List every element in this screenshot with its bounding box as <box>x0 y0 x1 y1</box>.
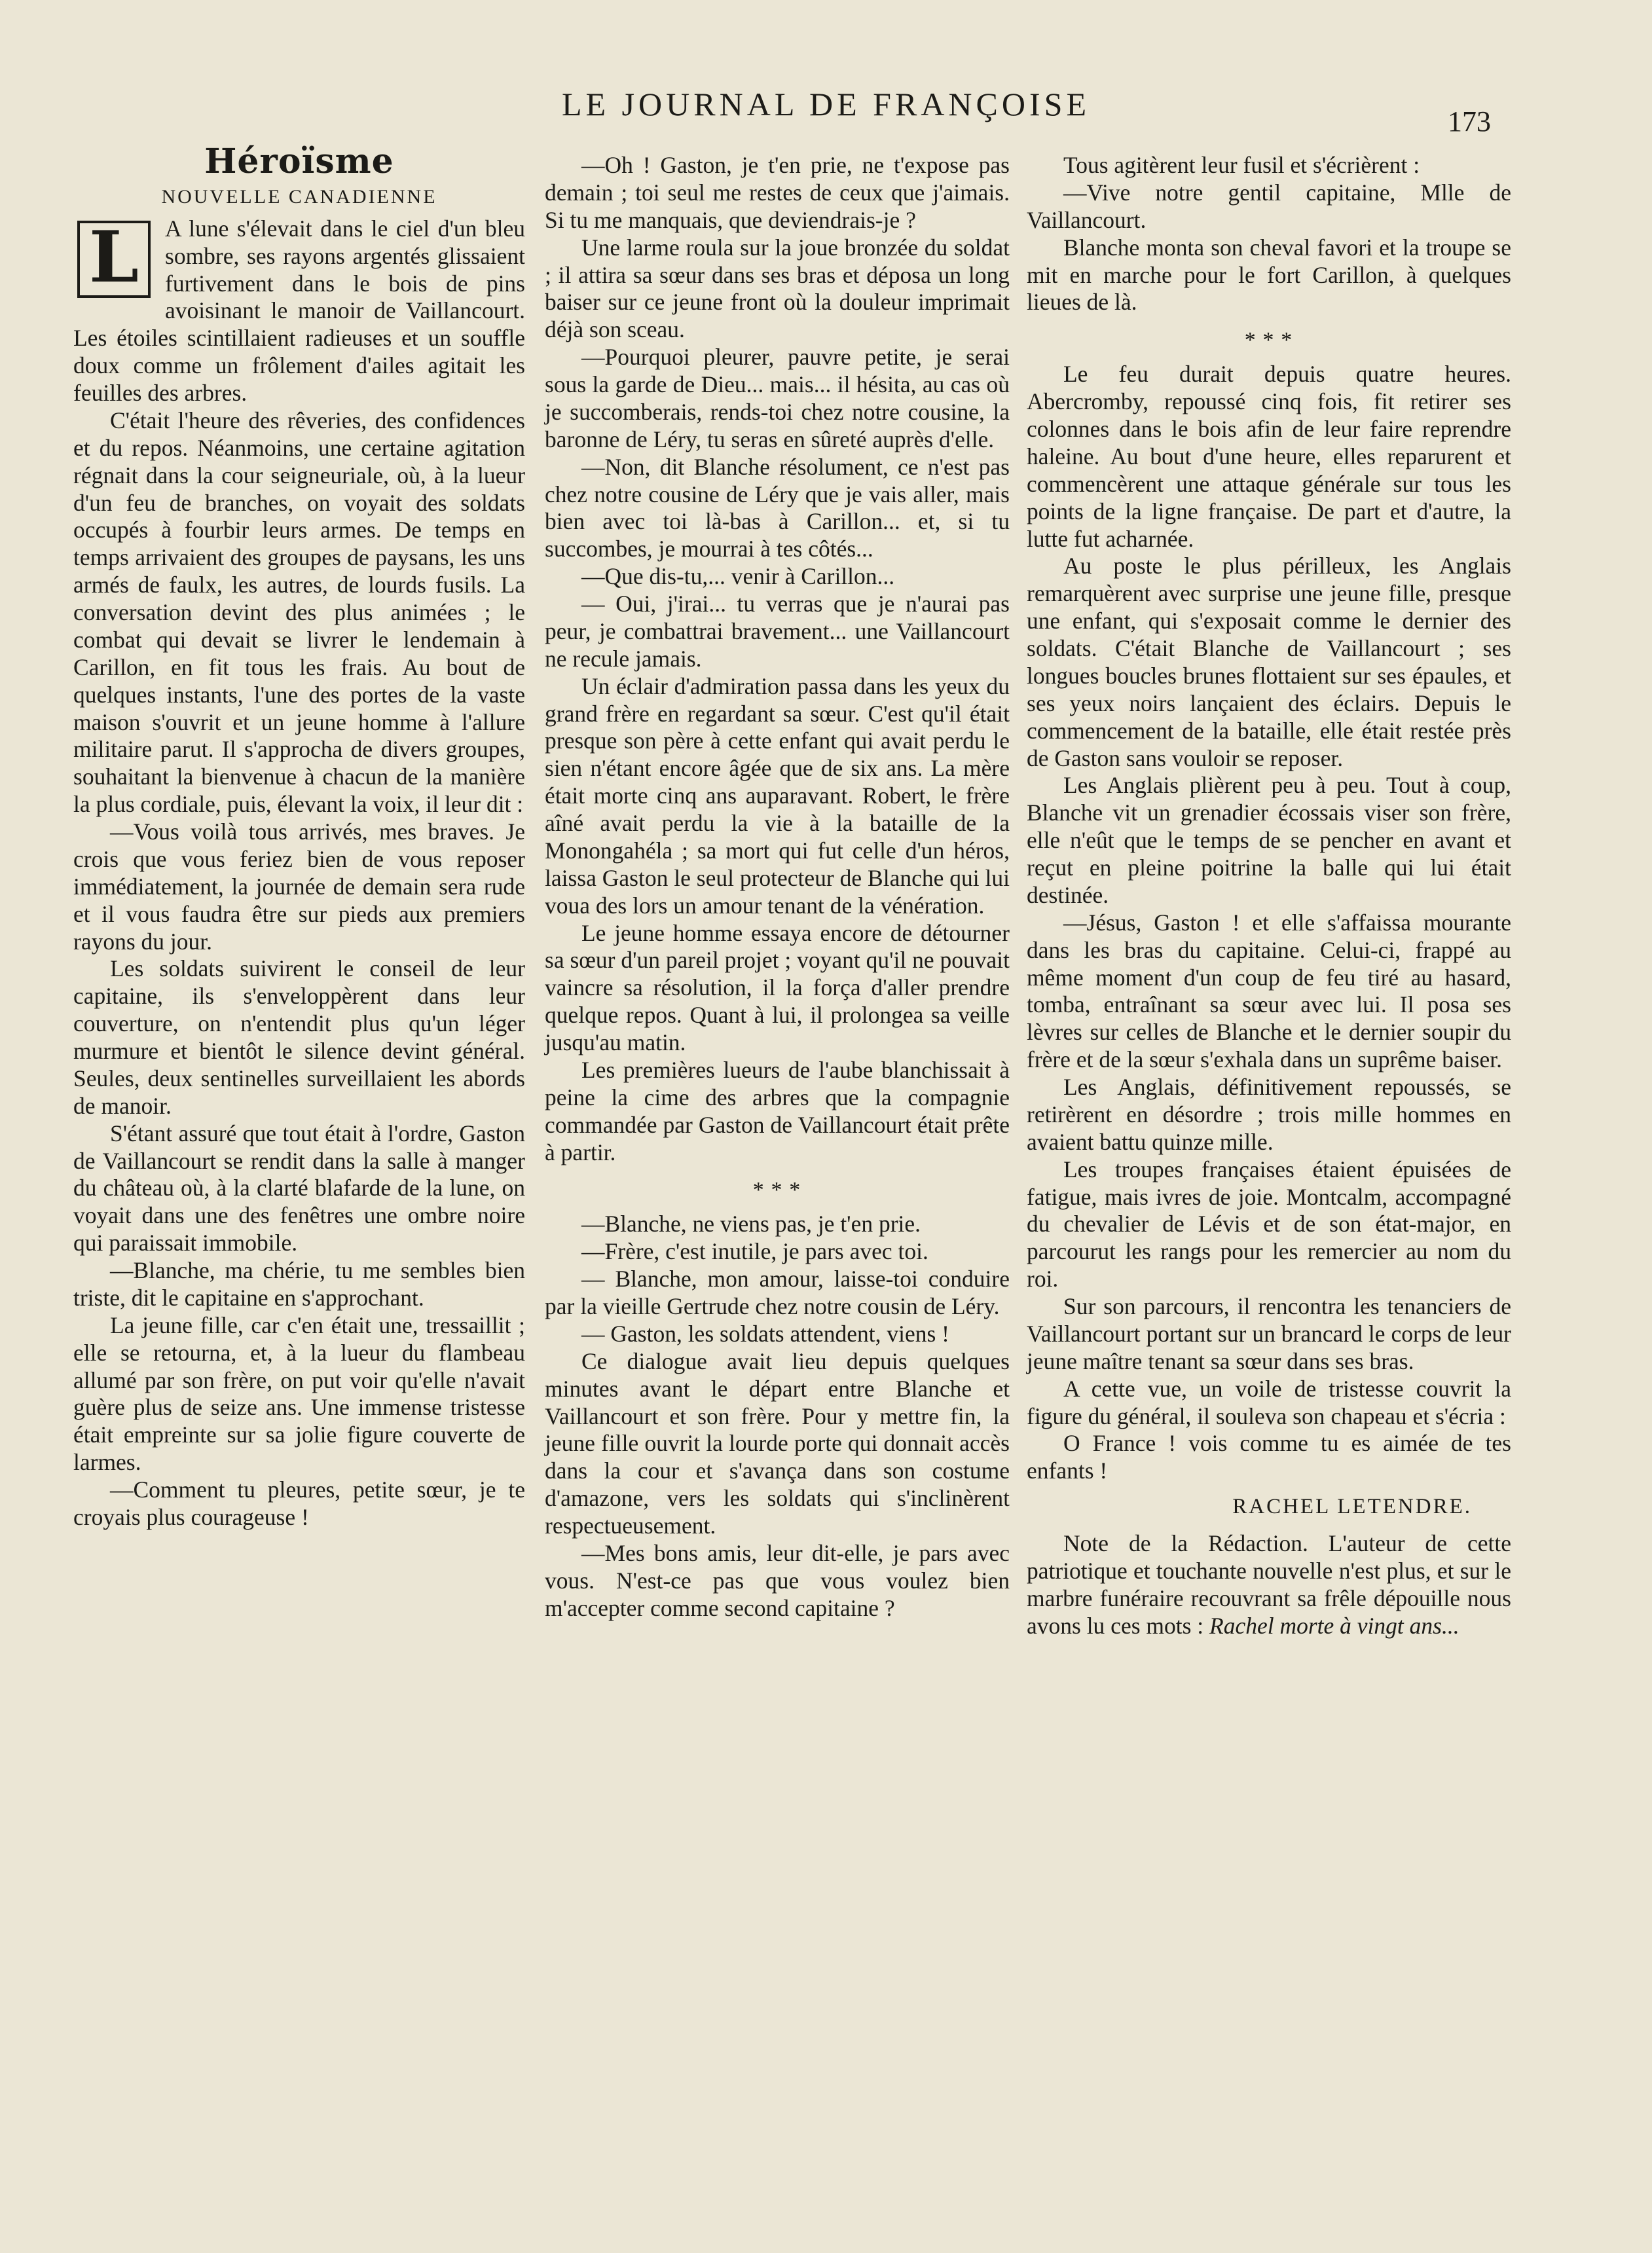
paragraph: — Oui, j'irai... tu verras que je n'aurai pas peur, je combattrai bravement... une Vaillancourt ne recule jamais. <box>545 591 1010 672</box>
column-3 <box>1027 152 1511 1640</box>
editor-note-text <box>1027 1530 1511 1640</box>
paragraph: —Mes bons amis, leur dit-elle, je pars avec vous. N'est-ce pas que vous voulez bien m'accepter comme second capitaine ? <box>545 1539 1010 1621</box>
paragraph: Les Anglais, définitivement repoussés, se retirèrent en désordre ; trois mille hommes en avaient battu quinze mille. <box>1027 1074 1511 1155</box>
paragraph: Tous agitèrent leur fusil et s'écrièrent : <box>1063 152 1420 178</box>
paragraph: Sur son parcours, il rencontra les tenanciers de Vaillancourt portant sur un brancard le corps de leur jeune maître tenant sa sœur dans ses bras. <box>1027 1293 1511 1374</box>
journal-title: LE JOURNAL DE FRANÇOISE <box>562 86 1090 122</box>
paragraph: —Non, dit Blanche résolument, ce n'est pas chez notre cousine de Léry que je vais aller, mais bien avec toi là-bas à Carillon... et, si tu succombes, je mourrai à tes côtés... <box>545 453 1010 562</box>
author-signature: RACHEL LETENDRE. <box>1232 1495 1472 1519</box>
paragraph: S'étant assuré que tout était à l'ordre, Gaston de Vaillancourt se rendit dans la salle à manger du château où, à la clarté blafarde de la lune, on voyait dans une des fenêtres une ombre noire qui paraissait immobile. <box>73 1120 525 1256</box>
paragraph: Ce dialogue avait lieu depuis quelques minutes avant le départ entre Blanche et Vaillancourt et son frère. Pour y mettre fin, la jeune fille ouvrit la lourde porte qui donnait accès dans la cour et s'avança dans son costume d'amazone, vers les soldats qui s'inclinèrent respectueusement. <box>545 1347 1010 1539</box>
paragraph: Les premières lueurs de l'aube blanchissait à peine la cime des arbres que la compagnie commandée par Gaston de Vaillancourt était prête à partir. <box>545 1056 1010 1165</box>
paragraph: O France ! vois comme tu es aimée de tes enfants ! <box>1027 1430 1511 1484</box>
epitaph-quote: Rachel morte à vingt ans... <box>1209 1612 1459 1639</box>
column-1 <box>73 141 525 1531</box>
paragraph: —Pourquoi pleurer, pauvre petite, je serai sous la garde de Dieu... mais... il hésita, au cas où je succomberais, rends-toi chez notre cousine, la baronne de Léry, tu seras en sûreté auprès d'elle. <box>545 344 1010 452</box>
paragraph: —Vous voilà tous arrivés, mes braves. Je crois que vous feriez bien de vous reposer immédiatement, la journée de demain sera rude et il vous faudra être sur pieds aux premiers rayons du jour. <box>73 818 525 955</box>
story-title: Héroïsme <box>204 141 394 181</box>
paragraph: Blanche monta son cheval favori et la troupe se mit en marche pour le fort Carillon, à quelques lieues de là. <box>1027 234 1511 316</box>
story-subtitle: NOUVELLE CANADIENNE <box>161 186 437 208</box>
paragraph: —Frère, c'est inutile, je pars avec toi. <box>581 1238 928 1265</box>
paragraph: —Blanche, ne viens pas, je t'en prie. <box>581 1211 921 1237</box>
paragraph: Une larme roula sur la joue bronzée du soldat ; il attira sa sœur dans ses bras et déposa un long baiser sur ce jeune front où la douleur imprimait déjà son sceau. <box>545 234 1010 343</box>
paragraph: —Comment tu pleures, petite sœur, je te croyais plus courageuse ! <box>73 1476 525 1530</box>
paragraph: A cette vue, un voile de tristesse couvrit la figure du général, il souleva son chapeau et s'écria : <box>1027 1375 1511 1429</box>
paragraph: Les troupes françaises étaient épuisées de fatigue, mais ivres de joie. Montcalm, accompagné du chevalier de Lévis et de son état-major, en parcourut les rangs pour les remercier au nom du roi. <box>1027 1156 1511 1292</box>
paragraph: —Vive notre gentil capitaine, Mlle de Vaillancourt. <box>1027 179 1511 233</box>
paragraph: La jeune fille, car c'en était une, tressaillit ; elle se retourna, et, à la lueur du flambeau allumé par son frère, on put voir qu'elle n'avait guère plus de seize ans. Une immense tristesse était empreinte sur sa jolie figure couverte de larmes. <box>73 1311 525 1476</box>
section-separator: * * * <box>752 1178 802 1203</box>
editor-note-body: Note de la Rédaction. L'auteur de cette patriotique et touchante nouvelle n'est plus, et sur le marbre funéraire recouvrant sa frêle dépouille nous avons lu ces mots : <box>1027 1530 1511 1639</box>
paragraph: Au poste le plus périlleux, les Anglais remarquèrent avec surprise une jeune fille, presque une enfant, qui s'exposait comme le dernier des soldats. C'était Blanche de Vaillancourt ; ses longues boucles brunes flottaient sur ses épaules, et ses yeux noirs lançaient des éclairs. Depuis le commencement de la bataille, elle était restée près de Gaston sans vouloir se reposer. <box>1027 553 1511 771</box>
page-number: 173 <box>1448 105 1491 137</box>
paragraph: —Blanche, ma chérie, tu me sembles bien triste, dit le capitaine en s'approchant. <box>73 1257 525 1311</box>
paragraph: Les soldats suivirent le conseil de leur capitaine, ils s'enveloppèrent dans leur couverture, on n'entendit plus qu'un léger murmure et bientôt le silence devint général. Seules, deux sentinelles surveillaient les abords de manoir. <box>73 955 525 1119</box>
editor-note <box>1027 1530 1511 1640</box>
paragraph: — Blanche, mon amour, laisse-toi conduire par la vieille Gertrude chez notre cousin de Léry. <box>545 1266 1010 1319</box>
paragraph: — Gaston, les soldats attendent, viens ! <box>581 1320 949 1347</box>
section-separator: * * * <box>1244 328 1294 353</box>
paragraph: Les Anglais plièrent peu à peu. Tout à coup, Blanche vit un grenadier écossais viser son frère, elle n'eût que le temps de se pencher en avant et reçut en pleine poitrine la balle qui lui était destinée. <box>1027 772 1511 908</box>
drop-cap-initial: L <box>77 221 151 298</box>
paragraph: Un éclair d'admiration passa dans les yeux du grand frère en regardant sa sœur. C'est qu'il était presque son père à cette enfant qui avait perdu le sien n'étant encore âgée que de six ans. La mère était morte cinq ans auparavant. Robert, le frère aîné avait perdu la vie à la bataille de la Monongahéla ; sa mort qui fut celle d'un héros, laissa Gaston le seul protecteur de Blanche qui lui voua des lors un amour tenant de la vénération. <box>545 672 1010 919</box>
paragraph: —Jésus, Gaston ! et elle s'affaissa mourante dans les bras du capitaine. Celui-ci, frappé au même moment d'un coup de feu tiré au hasard, tomba, entraînant sa sœur avec lui. Il posa ses lèvres sur celles de Blanche et le dernier soupir du frère et de la sœur s'exhala dans un suprême baiser. <box>1027 909 1511 1073</box>
paragraph: —Oh ! Gaston, je t'en prie, ne t'expose pas demain ; toi seul me restes de ceux que j'aimais. Si tu me manquais, que deviendrais-je ? <box>545 152 1010 233</box>
paragraph: —Que dis-tu,... venir à Carillon... <box>581 563 895 590</box>
paragraph: Le jeune homme essaya encore de détourner sa sœur d'un pareil projet ; voyant qu'il ne pouvait vaincre sa résolution, il la força d'aller prendre quelque repos. Quant à lui, il prolongea sa veille jusqu'au matin. <box>545 919 1010 1055</box>
paragraph: A lune s'élevait dans le ciel d'un bleu sombre, ses rayons argentés glissaient furtivement dans le bois de pins avoisinant le manoir de Vaillancourt. Les étoiles scintillaient radieuses et un souffle doux comme un frôlement d'ailes agitait les feuilles des arbres. <box>73 215 525 406</box>
column-2 <box>545 152 1010 1622</box>
paragraph: Le feu durait depuis quatre heures. Abercromby, repoussé cinq fois, fit retirer ses colonnes dans le bois afin de leur faire reprendre haleine. Au bout d'une heure, elles reparurent et commencèrent une attaque générale sur tous les points de la ligne française. De part et d'autre, la lutte fut acharnée. <box>1027 361 1511 552</box>
paragraph: C'était l'heure des rêveries, des confidences et du repos. Néanmoins, une certaine agitation régnait dans la cour seigneuriale, où, à la lueur d'un feu de branches, on voyait des soldats occupés à fourbir leurs armes. De temps en temps arrivaient des groupes de paysans, les uns armés de faulx, les autres, de lourds fusils. La conversation devint des plus animées ; le combat qui devait se livrer le lendemain à Carillon, en fit tous les frais. Au bout de quelques instants, l'une des portes de la vaste maison s'ouvrit et un jeune homme à l'allure militaire parut. Il s'approcha de divers groupes, souhaitant la bienvenue à chacun de la manière la plus cordiale, puis, élevant la voix, il leur dit : <box>73 407 525 818</box>
